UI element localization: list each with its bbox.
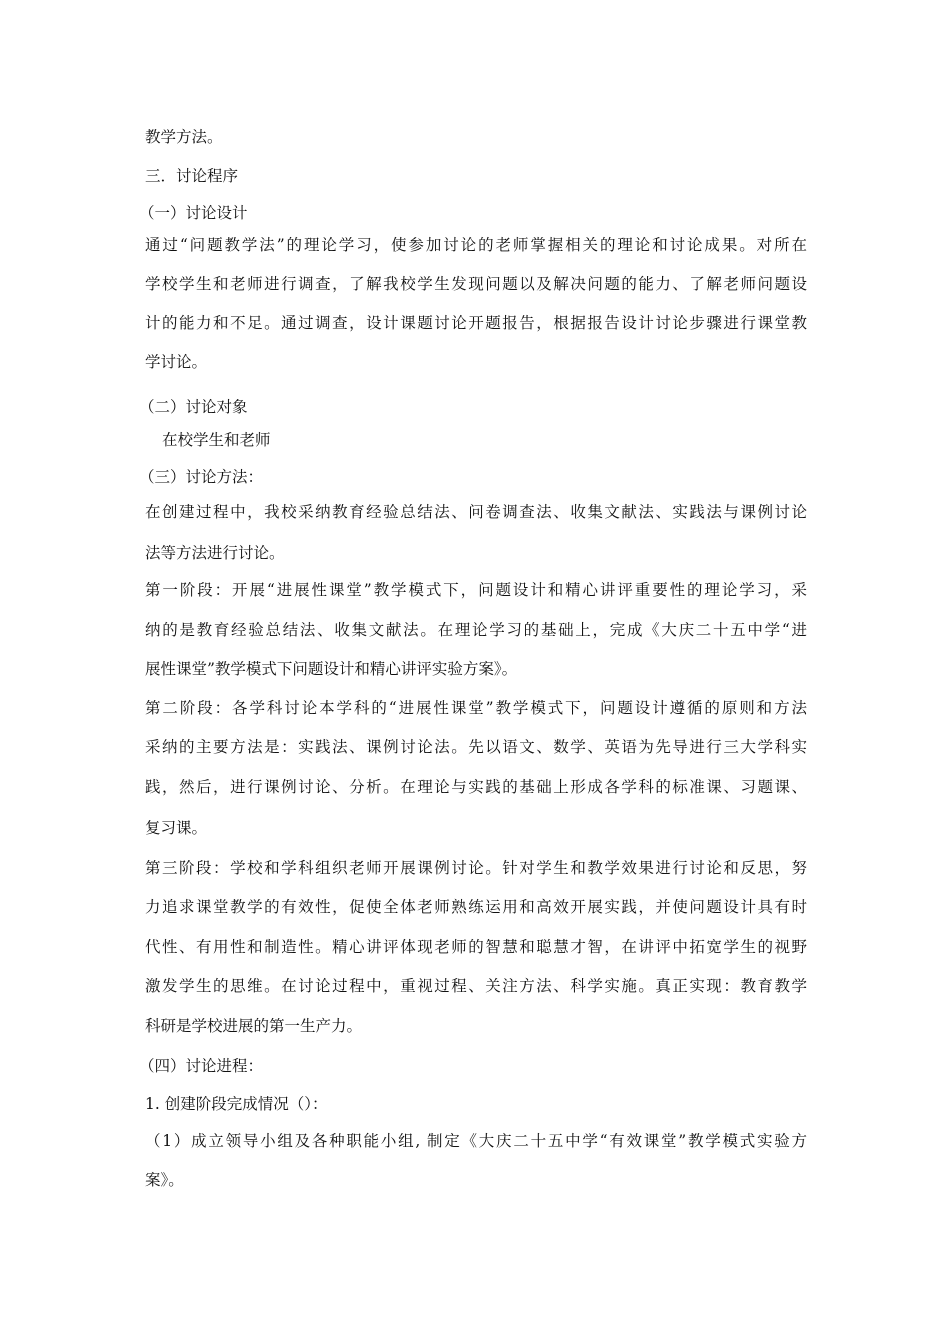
text-line: 法等方法进行讨论。 [145,544,285,562]
text-line: 践，然后，进行课例讨论、分析。在理论与实践的基础上形成各学科的标准课、习题课、 [145,778,807,796]
text-line: 1. 创建阶段完成情况（）： [145,1095,328,1113]
text-line: 教学方法。 [145,128,223,146]
text-line: 在创建过程中，我校采纳教育经验总结法、问卷调查法、收集文献法、实践法与课例讨论 [145,503,807,521]
text-line: 力追求课堂教学的有效性，促使全体老师熟练运用和高效开展实践，并使问题设计具有时 [145,898,807,916]
text-line: 科研是学校进展的第一生产力。 [145,1017,363,1035]
text-line: 计的能力和不足。通过调查，设计课题讨论开题报告，根据报告设计讨论步骤进行课堂教 [145,314,807,332]
subsection-heading: （四）讨论进程： [139,1057,264,1075]
text-line: 激发学生的思维。在讨论过程中，重视过程、关注方法、科学实施。真正实现：教育教学 [145,977,807,995]
text-line: 学校学生和老师进行调查，了解我校学生发现问题以及解决问题的能力、了解老师问题设 [145,275,807,293]
text-line: 展性课堂”教学模式下问题设计和精心讲评实验方案》。 [145,660,518,678]
text-line: 代性、有用性和制造性。精心讲评体现老师的智慧和聪慧才智，在讲评中拓宽学生的视野 [145,938,807,956]
section-heading: 三．讨论程序 [145,167,239,185]
text-line: 第二阶段：各学科讨论本学科的“进展性课堂”教学模式下，问题设计遵循的原则和方法 [145,699,807,717]
text-line: 采纳的主要方法是：实践法、课例讨论法。先以语文、数学、英语为先导进行三大学科实 [145,738,807,756]
text-line: 复习课。 [145,819,208,837]
subsection-heading: （二）讨论对象 [139,398,248,416]
text-line: 在校学生和老师 [162,431,271,449]
text-line: （1）成立领导小组及各种职能小组, 制定《大庆二十五中学“有效课堂”教学模式实验方 [145,1132,807,1150]
text-line: 案》。 [145,1171,184,1189]
subsection-heading: （一）讨论设计 [139,204,248,222]
text-line: 第三阶段：学校和学科组织老师开展课例讨论。针对学生和教学效果进行讨论和反思，努 [145,859,807,877]
text-line: 通过“问题教学法”的理论学习，使参加讨论的老师掌握相关的理论和讨论成果。对所在 [145,236,807,254]
text-line: 学讨论。 [145,353,208,371]
text-line: 纳的是教育经验总结法、收集文献法。在理论学习的基础上，完成《大庆二十五中学“进 [145,621,807,639]
subsection-heading: （三）讨论方法： [139,468,264,486]
text-line: 第一阶段：开展“进展性课堂”教学模式下，问题设计和精心讲评重要性的理论学习，采 [145,581,807,599]
